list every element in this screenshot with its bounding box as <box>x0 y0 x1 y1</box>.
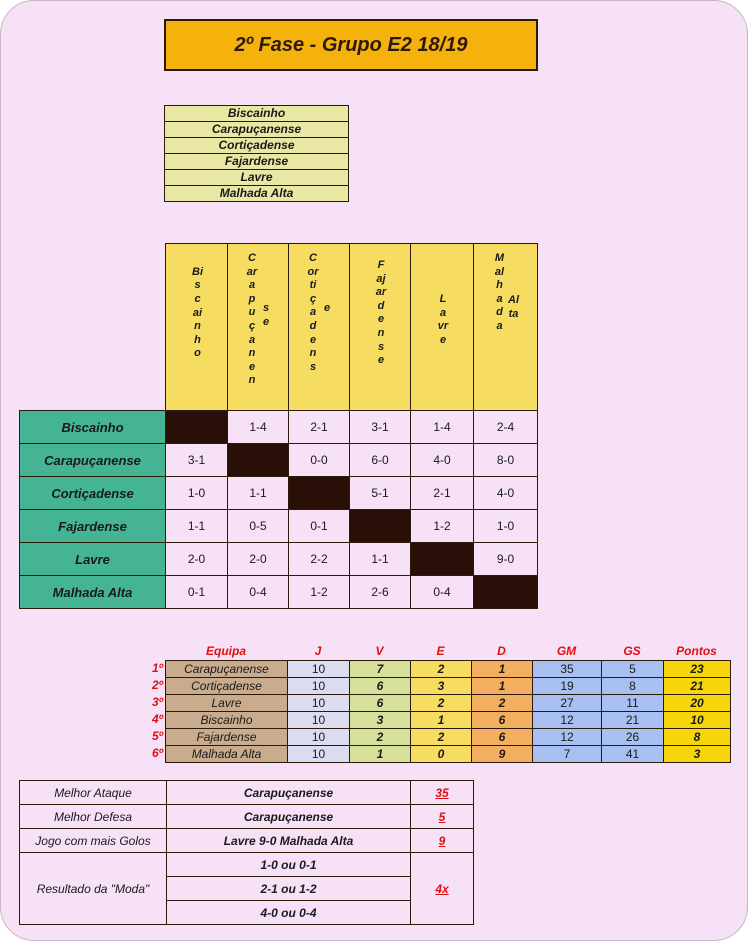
matrix-col-header-text: Cortiçadens <box>307 252 319 373</box>
standings-d-cell: 1 <box>471 660 533 678</box>
standings-team-cell: Cortiçadense <box>165 677 288 695</box>
standings-j-cell: 10 <box>287 745 350 763</box>
standings-position: 3º <box>151 695 163 709</box>
standings-pts-cell: 10 <box>663 711 731 729</box>
team-list <box>164 105 349 202</box>
matrix-result-cell: 1-1 <box>227 476 289 510</box>
matrix-row-label: Malhada Alta <box>19 575 166 609</box>
matrix-diagonal-cell <box>227 443 289 477</box>
standings-gs-cell: 11 <box>601 694 664 712</box>
matrix-col-header <box>410 243 474 411</box>
standings-e-cell: 2 <box>410 728 472 746</box>
matrix-row-label: Fajardense <box>19 509 166 543</box>
best-attack-team: Carapuçanense <box>166 780 411 805</box>
page-title: 2º Fase - Grupo E2 18/19 <box>164 19 538 71</box>
standings-v-cell: 2 <box>349 728 411 746</box>
matrix-result-cell: 0-1 <box>165 575 228 609</box>
best-attack-value: 35 <box>435 785 449 800</box>
standings-gs-cell: 41 <box>601 745 664 763</box>
standings-col-header: Equipa <box>205 644 246 658</box>
standings-position: 6º <box>151 746 163 760</box>
matrix-result-cell: 2-0 <box>227 542 289 576</box>
standings-d-cell: 6 <box>471 711 533 729</box>
matrix-result-cell: 2-4 <box>473 410 538 444</box>
standings-pts-cell: 20 <box>663 694 731 712</box>
most-goals-label: Jogo com mais Golos <box>19 828 167 853</box>
standings-v-cell: 6 <box>349 694 411 712</box>
standings-team-cell: Biscainho <box>165 711 288 729</box>
standings-j-cell: 10 <box>287 728 350 746</box>
standings-col-header: J <box>314 644 322 658</box>
standings-col-header: D <box>497 644 506 658</box>
standings-team-cell: Lavre <box>165 694 288 712</box>
matrix-result-cell: 1-1 <box>165 509 228 543</box>
matrix-col-header <box>165 243 228 411</box>
standings-v-cell: 7 <box>349 660 411 678</box>
mode-value: 4x <box>435 881 449 896</box>
matrix-result-cell: 1-2 <box>410 509 474 543</box>
standings-e-cell: 2 <box>410 694 472 712</box>
matrix-col-header <box>473 243 538 411</box>
team-list-item: Carapuçanense <box>164 121 349 138</box>
standings-gm-cell: 27 <box>532 694 602 712</box>
standings-position: 2º <box>151 678 163 692</box>
matrix-row-label: Biscainho <box>19 410 166 444</box>
standings-pts-cell: 8 <box>663 728 731 746</box>
matrix-result-cell: 1-4 <box>410 410 474 444</box>
standings-v-cell: 6 <box>349 677 411 695</box>
matrix-diagonal-cell <box>410 542 474 576</box>
standings-col-header: GS <box>623 644 641 658</box>
matrix-result-cell: 2-2 <box>288 542 350 576</box>
matrix-result-cell: 0-5 <box>227 509 289 543</box>
standings-d-cell: 9 <box>471 745 533 763</box>
standings-pts-cell: 3 <box>663 745 731 763</box>
standings-gs-cell: 21 <box>601 711 664 729</box>
standings-col-header: E <box>436 644 445 658</box>
matrix-result-cell: 1-0 <box>165 476 228 510</box>
standings-d-cell: 2 <box>471 694 533 712</box>
matrix-result-cell: 0-1 <box>288 509 350 543</box>
matrix-result-cell: 9-0 <box>473 542 538 576</box>
matrix-result-cell: 1-2 <box>288 575 350 609</box>
standings-pts-cell: 23 <box>663 660 731 678</box>
standings-team-cell: Carapuçanense <box>165 660 288 678</box>
team-list-item: Fajardense <box>164 153 349 170</box>
standings-col-header: GM <box>556 644 577 658</box>
standings-team-cell: Fajardense <box>165 728 288 746</box>
matrix-row-label: Cortiçadense <box>19 476 166 510</box>
standings-e-cell: 1 <box>410 711 472 729</box>
standings-j-cell: 10 <box>287 711 350 729</box>
standings-gm-cell: 19 <box>532 677 602 695</box>
matrix-result-cell: 1-4 <box>227 410 289 444</box>
matrix-result-cell: 2-6 <box>349 575 411 609</box>
standings-gs-cell: 5 <box>601 660 664 678</box>
most-goals-value-cell <box>410 828 474 853</box>
best-defense-label: Melhor Defesa <box>19 804 167 829</box>
matrix-diagonal-cell <box>473 575 538 609</box>
mode-result-1: 1-0 ou 0-1 <box>166 852 411 877</box>
matrix-diagonal-cell <box>349 509 411 543</box>
standings-v-cell: 1 <box>349 745 411 763</box>
standings-e-cell: 0 <box>410 745 472 763</box>
matrix-result-cell: 2-1 <box>410 476 474 510</box>
matrix-col-header-text-2: se <box>262 302 270 328</box>
matrix-result-cell: 3-1 <box>349 410 411 444</box>
standings-j-cell: 10 <box>287 677 350 695</box>
standings-col-header: V <box>375 644 384 658</box>
standings-position: 1º <box>151 661 163 675</box>
mode-result-2: 2-1 ou 1-2 <box>166 876 411 901</box>
matrix-row-label: Carapuçanense <box>19 443 166 477</box>
matrix-diagonal-cell <box>288 476 350 510</box>
matrix-col-header-text: Lavre <box>437 293 449 346</box>
standings-position: 5º <box>151 729 163 743</box>
best-defense-value: 5 <box>438 809 446 824</box>
best-attack-label: Melhor Ataque <box>19 780 167 805</box>
standings-gm-cell: 35 <box>532 660 602 678</box>
standings-j-cell: 10 <box>287 660 350 678</box>
matrix-col-header-text: Fajardense <box>375 259 387 367</box>
standings-gm-cell: 7 <box>532 745 602 763</box>
matrix-col-header <box>288 243 350 411</box>
matrix-diagonal-cell <box>165 410 228 444</box>
standings-gs-cell: 8 <box>601 677 664 695</box>
standings-gs-cell: 26 <box>601 728 664 746</box>
standings-position: 4º <box>151 712 163 726</box>
matrix-col-header-text: Biscainho <box>192 265 203 360</box>
team-list-item: Cortiçadense <box>164 137 349 154</box>
matrix-result-cell: 4-0 <box>410 443 474 477</box>
team-list-item: Lavre <box>164 169 349 186</box>
standings-gm-cell: 12 <box>532 711 602 729</box>
matrix-result-cell: 0-4 <box>227 575 289 609</box>
best-defense-team: Carapuçanense <box>166 804 411 829</box>
matrix-result-cell: 2-1 <box>288 410 350 444</box>
standings-col-header: Pontos <box>676 644 717 658</box>
standings-e-cell: 2 <box>410 660 472 678</box>
standings-d-cell: 6 <box>471 728 533 746</box>
matrix-result-cell: 0-0 <box>288 443 350 477</box>
best-defense-value-cell <box>410 804 474 829</box>
matrix-result-cell: 5-1 <box>349 476 411 510</box>
most-goals-match: Lavre 9-0 Malhada Alta <box>166 828 411 853</box>
standings-j-cell: 10 <box>287 694 350 712</box>
team-list-item: Malhada Alta <box>164 185 349 202</box>
standings-pts-cell: 21 <box>663 677 731 695</box>
matrix-result-cell: 1-1 <box>349 542 411 576</box>
matrix-result-cell: 1-0 <box>473 509 538 543</box>
standings-gm-cell: 12 <box>532 728 602 746</box>
matrix-result-cell: 0-4 <box>410 575 474 609</box>
standings-v-cell: 3 <box>349 711 411 729</box>
matrix-col-header-text-2: Alta <box>508 294 519 320</box>
team-list-item: Biscainho <box>164 105 349 122</box>
matrix-result-cell: 4-0 <box>473 476 538 510</box>
standings-e-cell: 3 <box>410 677 472 695</box>
matrix-col-header-text: Malhada <box>494 252 505 332</box>
standings-team-cell: Malhada Alta <box>165 745 288 763</box>
mode-value-cell <box>410 852 474 925</box>
best-attack-value-cell <box>410 780 474 805</box>
most-goals-value: 9 <box>438 833 446 848</box>
matrix-result-cell: 8-0 <box>473 443 538 477</box>
standings-d-cell: 1 <box>471 677 533 695</box>
matrix-result-cell: 3-1 <box>165 443 228 477</box>
mode-label: Resultado da "Moda" <box>19 852 167 925</box>
matrix-result-cell: 6-0 <box>349 443 411 477</box>
matrix-result-cell: 2-0 <box>165 542 228 576</box>
mode-result-3: 4-0 ou 0-4 <box>166 900 411 925</box>
matrix-col-header-text: Carapuçanen <box>246 252 258 387</box>
matrix-row-label: Lavre <box>19 542 166 576</box>
matrix-col-header-text-2: e <box>323 302 331 314</box>
matrix-col-header <box>227 243 289 411</box>
matrix-col-header <box>349 243 411 411</box>
